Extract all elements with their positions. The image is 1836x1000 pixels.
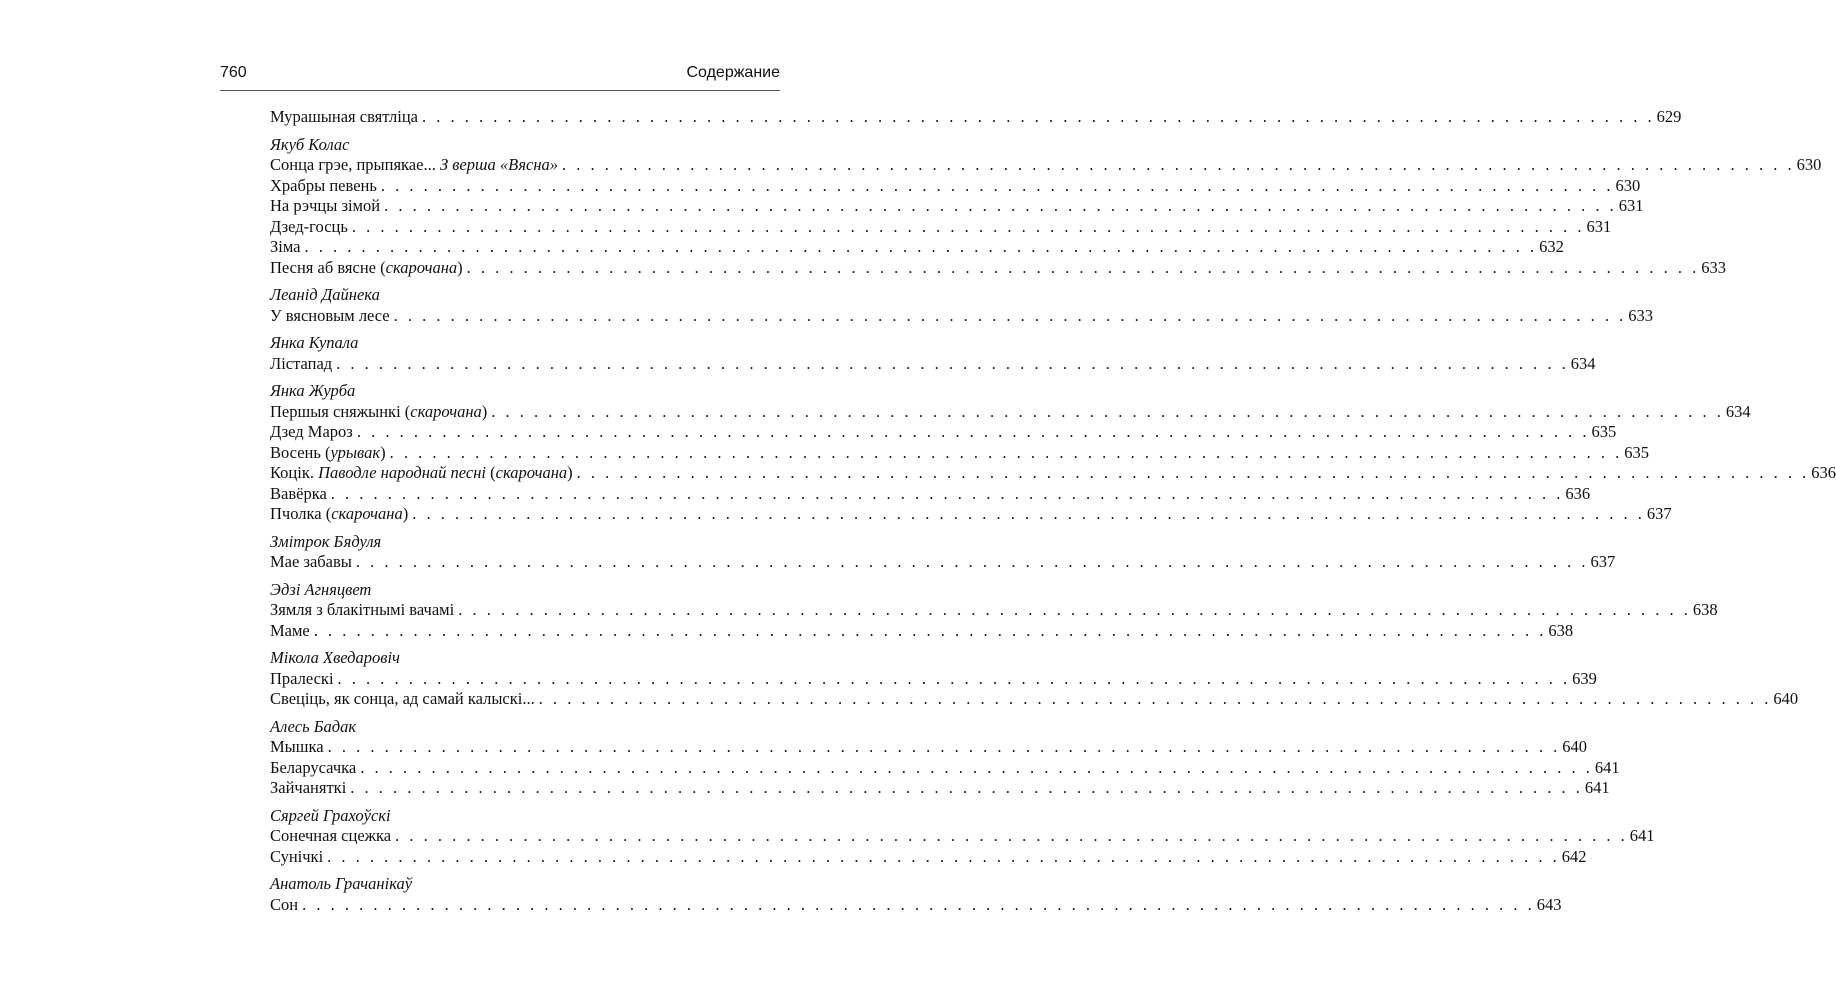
entry-title-text: Дзед Мароз <box>270 422 353 441</box>
entry-title-text: ) <box>380 442 386 462</box>
toc-entry <box>270 600 1718 621</box>
entry-title <box>270 155 558 176</box>
entry-page-number: 635 <box>1624 442 1649 462</box>
running-header <box>220 64 780 88</box>
author-name: Леанід Дайнека <box>270 285 380 304</box>
dot-leader: . . . . . . . . . . . . . . . . . . . . . . . . . . . . . . . . . . . . . . . . . . . . . . . . . . . . . . . . . . . . . . . . . . . . . . . . . . . . . . . . . . . . . . . <box>360 757 1593 777</box>
entry-title-italic: скарочана <box>331 504 403 523</box>
header-rule <box>220 90 780 91</box>
entry-page-number: 630 <box>1615 175 1641 195</box>
dot-leader: . . . . . . . . . . . . . . . . . . . . . . . . . . . . . . . . . . . . . . . . . . . . . . . . . . . . . . . . . . . . . . . . . . . . . . . . . . . . . . . . . . . . . . . <box>356 422 1590 441</box>
entry-page-number: 632 <box>1539 237 1564 256</box>
author-name: Янка Купала <box>270 333 359 352</box>
entry-title-text: Мае забавы <box>270 552 352 571</box>
entry-page-number: 641 <box>1629 826 1655 845</box>
dot-leader: . . . . . . . . . . . . . . . . . . . . . . . . . . . . . . . . . . . . . . . . . . . . . . . . . . . . . . . . . . . . . . . . . . . . . . . . . . . . . . . . . . . . . . . <box>302 894 1535 914</box>
dot-leader: . . . . . . . . . . . . . . . . . . . . . . . . . . . . . . . . . . . . . . . . . . . . . . . . . . . . . . . . . . . . . . . . . . . . . . . . . . . . . . . . . . . . . . . <box>458 600 1691 619</box>
entry-page-number: 643 <box>1536 894 1562 914</box>
toc-group <box>270 107 1682 128</box>
entry-page-number: 637 <box>1646 504 1672 523</box>
dot-leader: . . . . . . . . . . . . . . . . . . . . . . . . . . . . . . . . . . . . . . . . . . . . . . . . . . . . . . . . . . . . . . . . . . . . . . . . . . . . . . . . . . . . . . . <box>491 401 1724 421</box>
dot-leader: . . . . . . . . . . . . . . . . . . . . . . . . . . . . . . . . . . . . . . . . . . . . . . . . . . . . . . . . . . . . . . . . . . . . . . . . . . . . . . . . . . . . . . . <box>562 155 1795 174</box>
dot-leader: . . . . . . . . . . . . . . . . . . . . . . . . . . . . . . . . . . . . . . . . . . . . . . . . . . . . . . . . . . . . . . . . . . . . . . . . . . . . . . . . . . . . . . . <box>304 237 1538 256</box>
entry-title-text: На рэчцы зімой <box>270 196 381 215</box>
toc-group <box>270 805 1655 868</box>
author-name: Якуб Колас <box>270 134 350 154</box>
entry-page-number: 636 <box>1565 483 1591 503</box>
toc-group <box>270 716 1620 799</box>
dot-leader: . . . . . . . . . . . . . . . . . . . . . . . . . . . . . . . . . . . . . . . . . . . . . . . . . . . . . . . . . . . . . . . . . . . . . . . . . . . . . . . . . . . . . . . <box>327 846 1560 866</box>
toc-group <box>270 648 1799 710</box>
section-title: Содержание <box>686 64 780 81</box>
entry-page-number: 633 <box>1701 257 1727 277</box>
entry-page-number: 640 <box>1773 689 1799 708</box>
entry-title <box>270 484 327 505</box>
entry-title-text: ) <box>567 463 573 482</box>
page-number: 760 <box>220 64 247 81</box>
entry-title-italic: З верша «Вясна» <box>439 155 559 174</box>
entry-title-text: Зіма <box>270 237 301 256</box>
entry-page-number: 635 <box>1591 422 1617 441</box>
dot-leader: . . . . . . . . . . . . . . . . . . . . . . . . . . . . . . . . . . . . . . . . . . . . . . . . . . . . . . . . . . . . . . . . . . . . . . . . . . . . . . . . . . . . . . . <box>412 504 1645 523</box>
entry-title <box>270 107 418 128</box>
entry-page-number: 638 <box>1548 620 1574 640</box>
entry-title <box>270 778 346 799</box>
entry-title-text: Песня аб вясне ( <box>270 257 386 277</box>
entry-title-text: Храбры певень <box>270 175 377 195</box>
toc-entry <box>270 463 1836 484</box>
toc-group <box>270 134 1822 279</box>
entry-title-text: Сон <box>270 894 299 914</box>
entry-title <box>270 552 352 573</box>
dot-leader: . . . . . . . . . . . . . . . . . . . . . . . . . . . . . . . . . . . . . . . . . . . . . . . . . . . . . . . . . . . . . . . . . . . . . . . . . . . . . . . . . . . . . . . <box>538 689 1772 708</box>
dot-leader: . . . . . . . . . . . . . . . . . . . . . . . . . . . . . . . . . . . . . . . . . . . . . . . . . . . . . . . . . . . . . . . . . . . . . . . . . . . . . . . . . . . . . . . <box>422 107 1655 126</box>
entry-title <box>270 847 323 868</box>
toc-group <box>270 874 1562 915</box>
entry-title-italic: урывак <box>330 442 381 462</box>
toc-entry <box>270 894 1562 916</box>
entry-title-text: ( <box>486 463 496 482</box>
entry-title-italic: скарочана <box>495 463 568 482</box>
entry-title <box>270 217 348 238</box>
entry-title-italic: Паводле народнай песні <box>318 463 486 482</box>
toc-group <box>270 531 1616 573</box>
toc-group <box>270 381 1836 525</box>
entry-title-text: Восень ( <box>270 442 331 462</box>
entry-title-text: Пчолка ( <box>270 504 332 523</box>
entry-page-number: 633 <box>1628 305 1654 325</box>
dot-leader: . . . . . . . . . . . . . . . . . . . . . . . . . . . . . . . . . . . . . . . . . . . . . . . . . . . . . . . . . . . . . . . . . . . . . . . . . . . . . . . . . . . . . . . <box>337 668 1571 688</box>
author-name: Эдзі Агняцвет <box>270 579 372 599</box>
author-name: Сяргей Грахоўскі <box>270 805 391 825</box>
toc-entry <box>270 668 1597 690</box>
entry-title-text: Маме <box>270 620 310 640</box>
entry-title <box>270 196 380 217</box>
entry-title-italic: скарочана <box>410 401 482 421</box>
entry-title <box>270 422 353 443</box>
toc-entry <box>270 620 1574 642</box>
dot-leader: . . . . . . . . . . . . . . . . . . . . . . . . . . . . . . . . . . . . . . . . . . . . . . . . . . . . . . . . . . . . . . . . . . . . . . . . . . . . . . . . . . . . . . . <box>466 257 1700 277</box>
toc-entry <box>270 305 1654 327</box>
toc-entry <box>270 778 1610 799</box>
dot-leader: . . . . . . . . . . . . . . . . . . . . . . . . . . . . . . . . . . . . . . . . . . . . . . . . . . . . . . . . . . . . . . . . . . . . . . . . . . . . . . . . . . . . . . . <box>355 552 1589 571</box>
toc-entry <box>270 107 1682 128</box>
toc-entry <box>270 689 1799 710</box>
toc-entry <box>270 257 1727 279</box>
toc-entry <box>270 846 1587 868</box>
table-of-contents <box>270 107 1836 922</box>
dot-leader: . . . . . . . . . . . . . . . . . . . . . . . . . . . . . . . . . . . . . . . . . . . . . . . . . . . . . . . . . . . . . . . . . . . . . . . . . . . . . . . . . . . . . . . <box>351 216 1585 236</box>
entry-page-number: 636 <box>1811 463 1836 482</box>
entry-title-text: Лістапад <box>270 353 333 373</box>
dot-leader: . . . . . . . . . . . . . . . . . . . . . . . . . . . . . . . . . . . . . . . . . . . . . . . . . . . . . . . . . . . . . . . . . . . . . . . . . . . . . . . . . . . . . . . <box>330 483 1564 503</box>
entry-title-text: Зайчаняткі <box>270 778 347 797</box>
toc-group <box>270 579 1718 642</box>
entry-title <box>270 895 298 916</box>
entry-title <box>270 237 301 258</box>
entry-title <box>270 689 535 710</box>
toc-entry <box>270 401 1751 423</box>
entry-title-text: Сонечная сцежка <box>270 826 392 845</box>
dot-leader: . . . . . . . . . . . . . . . . . . . . . . . . . . . . . . . . . . . . . . . . . . . . . . . . . . . . . . . . . . . . . . . . . . . . . . . . . . . . . . . . . . . . . . . <box>384 196 1617 215</box>
dot-leader: . . . . . . . . . . . . . . . . . . . . . . . . . . . . . . . . . . . . . . . . . . . . . . . . . . . . . . . . . . . . . . . . . . . . . . . . . . . . . . . . . . . . . . . <box>327 737 1561 756</box>
entry-title-text: Мурашыная святліца <box>270 107 419 126</box>
entry-title-text: Мышка <box>270 737 324 756</box>
entry-page-number: 634 <box>1725 401 1751 421</box>
toc-entry <box>270 196 1644 217</box>
toc-group <box>270 333 1596 374</box>
entry-title <box>270 463 573 484</box>
entry-title-text: У вясновым лесе <box>270 305 390 325</box>
entry-page-number: 640 <box>1562 737 1587 756</box>
toc-entry <box>270 483 1591 505</box>
entry-title-text: Беларусачка <box>270 757 357 777</box>
dot-leader: . . . . . . . . . . . . . . . . . . . . . . . . . . . . . . . . . . . . . . . . . . . . . . . . . . . . . . . . . . . . . . . . . . . . . . . . . . . . . . . . . . . . . . . <box>336 353 1569 373</box>
entry-title <box>270 621 310 642</box>
entry-title <box>270 176 377 197</box>
toc-entry <box>270 757 1620 779</box>
entry-page-number: 630 <box>1796 155 1822 174</box>
entry-title-text: Зямля з блакітнымі вачамі <box>270 600 455 619</box>
entry-title <box>270 443 386 464</box>
entry-title <box>270 669 334 690</box>
toc-entry <box>270 442 1649 464</box>
entry-page-number: 631 <box>1586 216 1612 236</box>
entry-title <box>270 737 324 758</box>
dot-leader: . . . . . . . . . . . . . . . . . . . . . . . . . . . . . . . . . . . . . . . . . . . . . . . . . . . . . . . . . . . . . . . . . . . . . . . . . . . . . . . . . . . . . . . <box>395 826 1628 845</box>
toc-entry <box>270 826 1655 847</box>
entry-title <box>270 402 487 423</box>
author-name: Змітрок Бядуля <box>270 531 382 551</box>
entry-title-text: Пралескі <box>270 668 334 688</box>
dot-leader: . . . . . . . . . . . . . . . . . . . . . . . . . . . . . . . . . . . . . . . . . . . . . . . . . . . . . . . . . . . . . . . . . . . . . . . . . . . . . . . . . . . . . . . <box>350 778 1583 797</box>
entry-title-text: Коцік. <box>270 463 319 482</box>
author-name: Алесь Бадак <box>270 716 357 736</box>
entry-title <box>270 306 390 327</box>
toc-entry <box>270 422 1617 443</box>
entry-title <box>270 758 356 779</box>
dot-leader: . . . . . . . . . . . . . . . . . . . . . . . . . . . . . . . . . . . . . . . . . . . . . . . . . . . . . . . . . . . . . . . . . . . . . . . . . . . . . . . . . . . . . . . <box>393 305 1627 325</box>
author-name: Мікола Хведаровіч <box>270 648 400 667</box>
toc-entry <box>270 353 1596 375</box>
entry-page-number: 641 <box>1584 778 1610 797</box>
toc-entry <box>270 737 1587 758</box>
entry-page-number: 638 <box>1692 600 1718 619</box>
entry-page-number: 641 <box>1594 757 1620 777</box>
dot-leader: . . . . . . . . . . . . . . . . . . . . . . . . . . . . . . . . . . . . . . . . . . . . . . . . . . . . . . . . . . . . . . . . . . . . . . . . . . . . . . . . . . . . . . . <box>380 175 1614 195</box>
entry-title-text: Свеціць, як сонца, ад самай калыскі... <box>270 689 535 708</box>
entry-page-number: 634 <box>1570 353 1596 373</box>
entry-title-text: Сонца грэе, прыпякае... <box>270 155 440 174</box>
entry-title-text: ) <box>402 504 409 523</box>
entry-page-number: 637 <box>1590 552 1616 571</box>
entry-title-text: Першыя сняжынкі ( <box>270 401 411 421</box>
toc-entry <box>270 552 1616 573</box>
toc-group <box>270 285 1654 326</box>
author-name: Янка Журба <box>270 381 356 400</box>
author-name: Анатоль Грачанікаў <box>270 874 413 893</box>
toc-entry <box>270 504 1672 525</box>
entry-page-number: 629 <box>1656 107 1682 126</box>
dot-leader: . . . . . . . . . . . . . . . . . . . . . . . . . . . . . . . . . . . . . . . . . . . . . . . . . . . . . . . . . . . . . . . . . . . . . . . . . . . . . . . . . . . . . . . <box>389 442 1623 462</box>
toc-entry <box>270 155 1822 176</box>
entry-title <box>270 826 391 847</box>
entry-title <box>270 258 463 279</box>
dot-leader: . . . . . . . . . . . . . . . . . . . . . . . . . . . . . . . . . . . . . . . . . . . . . . . . . . . . . . . . . . . . . . . . . . . . . . . . . . . . . . . . . . . . . . . <box>313 620 1547 640</box>
entry-page-number: 631 <box>1618 196 1644 215</box>
entry-page-number: 642 <box>1561 846 1587 866</box>
entry-title-text: ) <box>481 401 488 421</box>
dot-leader: . . . . . . . . . . . . . . . . . . . . . . . . . . . . . . . . . . . . . . . . . . . . . . . . . . . . . . . . . . . . . . . . . . . . . . . . . . . . . . . . . . . . . . . <box>576 463 1810 482</box>
entry-title <box>270 504 408 525</box>
entry-title-text: Дзед-госць <box>270 216 348 236</box>
entry-title <box>270 354 332 375</box>
entry-title-text: ) <box>457 257 463 277</box>
toc-entry <box>270 237 1564 258</box>
toc-entry <box>270 216 1612 238</box>
entry-page-number: 639 <box>1572 668 1597 688</box>
entry-title-text: Вавёрка <box>270 483 327 503</box>
toc-entry <box>270 175 1641 197</box>
entry-title <box>270 600 454 621</box>
entry-title-italic: скарочана <box>385 257 458 277</box>
entry-title-text: Сунічкі <box>270 846 324 866</box>
